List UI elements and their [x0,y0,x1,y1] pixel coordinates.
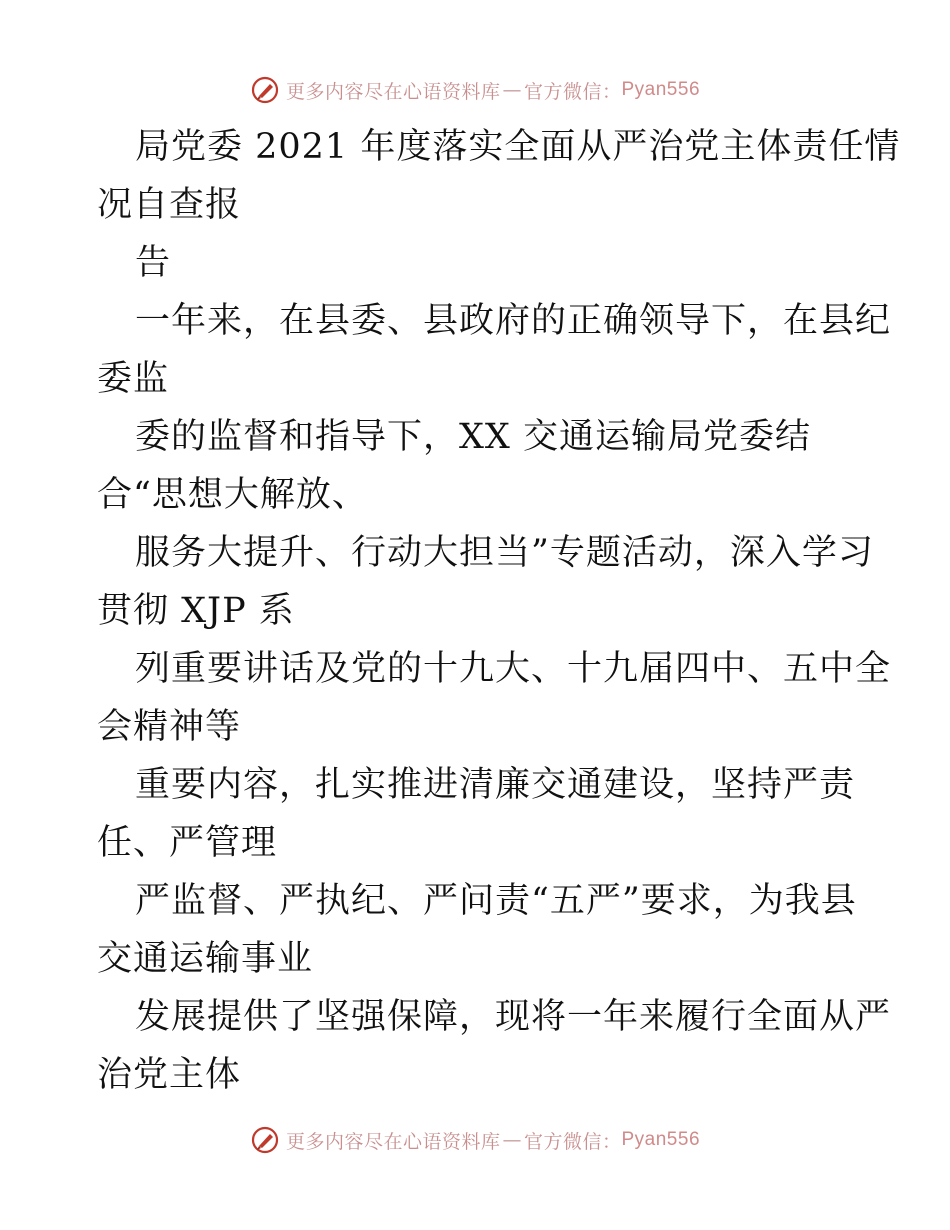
watermark-separator: — [502,79,522,101]
text-line: 贯彻 XJP 系 [97,591,295,631]
watermark-wechat-id: Pyan556 [621,79,701,100]
text-line: 严监督、严执纪、严问责“五严”要求，为我县 [135,881,857,921]
pen-logo-icon [250,75,280,105]
pen-logo-icon [250,1125,280,1155]
text-line: 重要内容，扎实推进清廉交通建设，坚持严责 [135,765,856,805]
text-line: 告 [135,243,172,283]
text-line: 一年来，在县委、县政府的正确领导下，在县纪 [135,301,892,341]
watermark-wechat-label: 官方微信： [523,1130,622,1153]
watermark-site-text: 更多内容尽在心语资料库 [285,80,501,103]
text-line: 合“思想大解放、 [97,475,368,515]
text-line: 交通运输事业 [97,939,314,979]
watermark-wechat-id: Pyan556 [621,1129,701,1150]
watermark-site-text: 更多内容尽在心语资料库 [285,1130,501,1153]
text-line: 况自查报 [97,185,242,225]
text-line: 任、严管理 [97,823,278,863]
text-line: 委的监督和指导下，XX 交通运输局党委结 [135,417,811,457]
text-line: 服务大提升、行动大担当”专题活动，深入学习 [135,533,874,573]
watermark-wechat-label: 官方微信： [523,80,622,103]
watermark-separator: — [502,1129,522,1151]
document-body [97,118,901,1104]
header-watermark [0,70,950,110]
text-line: 治党主体 [97,1055,242,1095]
text-line: 局党委 2021 年度落实全面从严治党主体责任情 [135,127,901,167]
text-line: 委监 [97,359,170,399]
footer-watermark [0,1120,950,1160]
text-line: 会精神等 [97,707,242,747]
text-line: 发展提供了坚强保障，现将一年来履行全面从严 [135,997,892,1037]
text-line: 列重要讲话及党的十九大、十九届四中、五中全 [135,649,892,689]
